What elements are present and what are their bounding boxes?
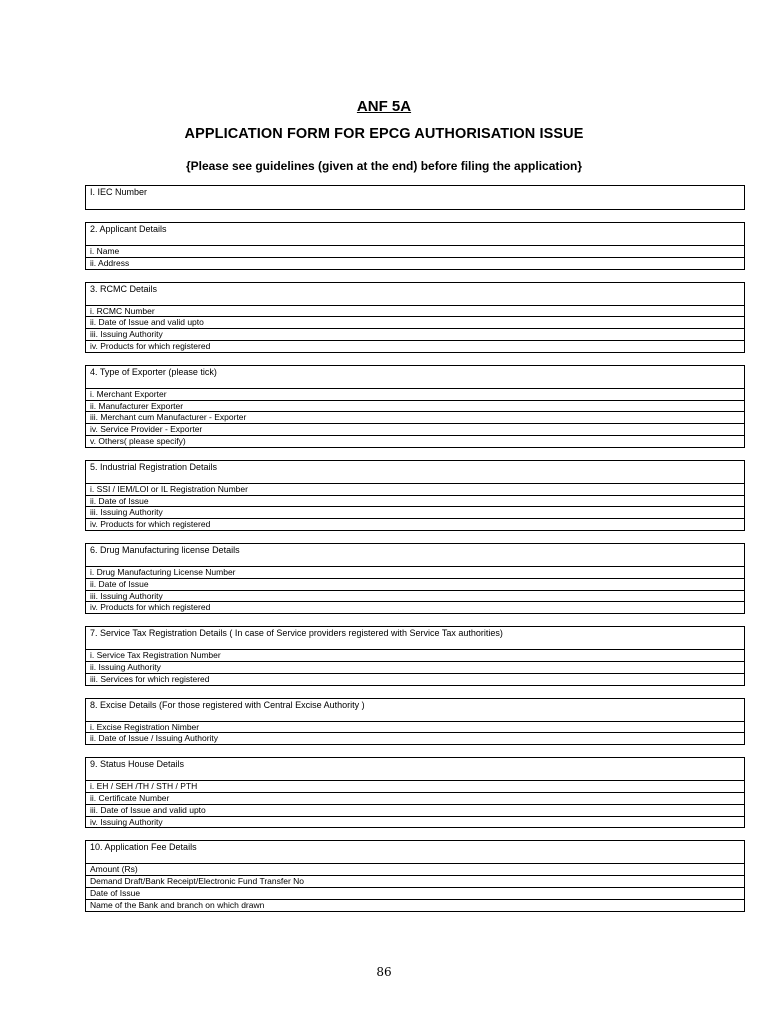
guideline-note: {Please see guidelines (given at the end) before filing the application} (185, 159, 583, 173)
field-excise-registration-number[interactable]: i. Excise Registration Nimber (86, 721, 744, 733)
field-products-registered[interactable]: iv. Products for which registered (86, 518, 744, 530)
field-date-of-issue[interactable]: Date of Issue (86, 887, 744, 899)
field-service-tax-number[interactable]: i. Service Tax Registration Number (86, 649, 744, 661)
section-status-house (85, 757, 745, 828)
field-issuing-authority[interactable]: iii. Issuing Authority (86, 590, 744, 602)
field-status-type[interactable]: i. EH / SEH /TH / STH / PTH (86, 780, 744, 792)
section-applicant-details (85, 222, 745, 270)
field-payment-reference[interactable]: Demand Draft/Bank Receipt/Electronic Fund Transfer No (86, 875, 744, 887)
page-number: 86 (376, 965, 392, 979)
application-form (85, 185, 745, 924)
section-title: 3. RCMC Details (90, 283, 158, 294)
field-issuing-authority[interactable]: ii. Issuing Authority (86, 661, 744, 673)
section-application-fee (85, 840, 745, 911)
field-date-of-issue[interactable]: ii. Date of Issue (86, 495, 744, 507)
field-rcmc-issuing-authority[interactable]: iii. Issuing Authority (86, 328, 744, 340)
form-code: ANF 5A (356, 98, 412, 115)
section-title: 6. Drug Manufacturing license Details (90, 544, 240, 555)
field-issuing-authority[interactable]: iv. Issuing Authority (86, 816, 744, 828)
field-rcmc-date-issue[interactable]: ii. Date of Issue and valid upto (86, 316, 744, 328)
field-others[interactable]: v. Others( please specify) (86, 435, 744, 447)
field-date-issue-valid[interactable]: iii. Date of Issue and valid upto (86, 804, 744, 816)
section-title: 8. Excise Details (For those registered with Central Excise Authority ) (90, 699, 365, 710)
section-service-tax (85, 626, 745, 685)
section-drug-license (85, 543, 745, 614)
field-drug-license-number[interactable]: i. Drug Manufacturing License Number (86, 566, 744, 578)
field-date-issuing-authority[interactable]: ii. Date of Issue / Issuing Authority (86, 732, 744, 744)
field-registration-number[interactable]: i. SSI / IEM/LOI or IL Registration Number (86, 483, 744, 495)
section-industrial-registration (85, 460, 745, 531)
field-applicant-name[interactable]: i. Name (86, 245, 744, 257)
section-title: 7. Service Tax Registration Details ( In case of Service providers registered with Service Tax authorities) (90, 628, 503, 639)
section-title: 9. Status House Details (90, 759, 185, 770)
section-rcmc-details (85, 282, 745, 353)
field-bank-branch[interactable]: Name of the Bank and branch on which drawn (86, 899, 744, 911)
field-date-of-issue[interactable]: ii. Date of Issue (86, 578, 744, 590)
section-title: I. IEC Number (90, 187, 148, 197)
section-title: 10. Application Fee Details (90, 842, 197, 853)
field-merchant-cum-manufacturer[interactable]: iii. Merchant cum Manufacturer - Exporter (86, 411, 744, 423)
section-title: 4. Type of Exporter (please tick) (90, 366, 217, 377)
field-services-registered[interactable]: iii. Services for which registered (86, 673, 744, 685)
section-iec-number (85, 185, 745, 210)
section-excise-details (85, 698, 745, 746)
field-merchant-exporter[interactable]: i. Merchant Exporter (86, 388, 744, 400)
field-rcmc-number[interactable]: i. RCMC Number (86, 305, 744, 317)
section-exporter-type (85, 365, 745, 448)
field-amount[interactable]: Amount (Rs) (86, 863, 744, 875)
field-issuing-authority[interactable]: iii. Issuing Authority (86, 506, 744, 518)
form-title: APPLICATION FORM FOR EPCG AUTHORISATION ISSUE (184, 126, 584, 142)
field-rcmc-products[interactable]: iv. Products for which registered (86, 340, 744, 352)
field-applicant-address[interactable]: ii. Address (86, 257, 744, 269)
field-service-provider-exporter[interactable]: iv. Service Provider - Exporter (86, 423, 744, 435)
section-title: 5. Industrial Registration Details (90, 461, 218, 472)
field-manufacturer-exporter[interactable]: ii. Manufacturer Exporter (86, 400, 744, 412)
field-products-registered[interactable]: iv. Products for which registered (86, 601, 744, 613)
section-title: 2. Applicant Details (90, 224, 167, 234)
field-certificate-number[interactable]: ii. Certificate Number (86, 792, 744, 804)
